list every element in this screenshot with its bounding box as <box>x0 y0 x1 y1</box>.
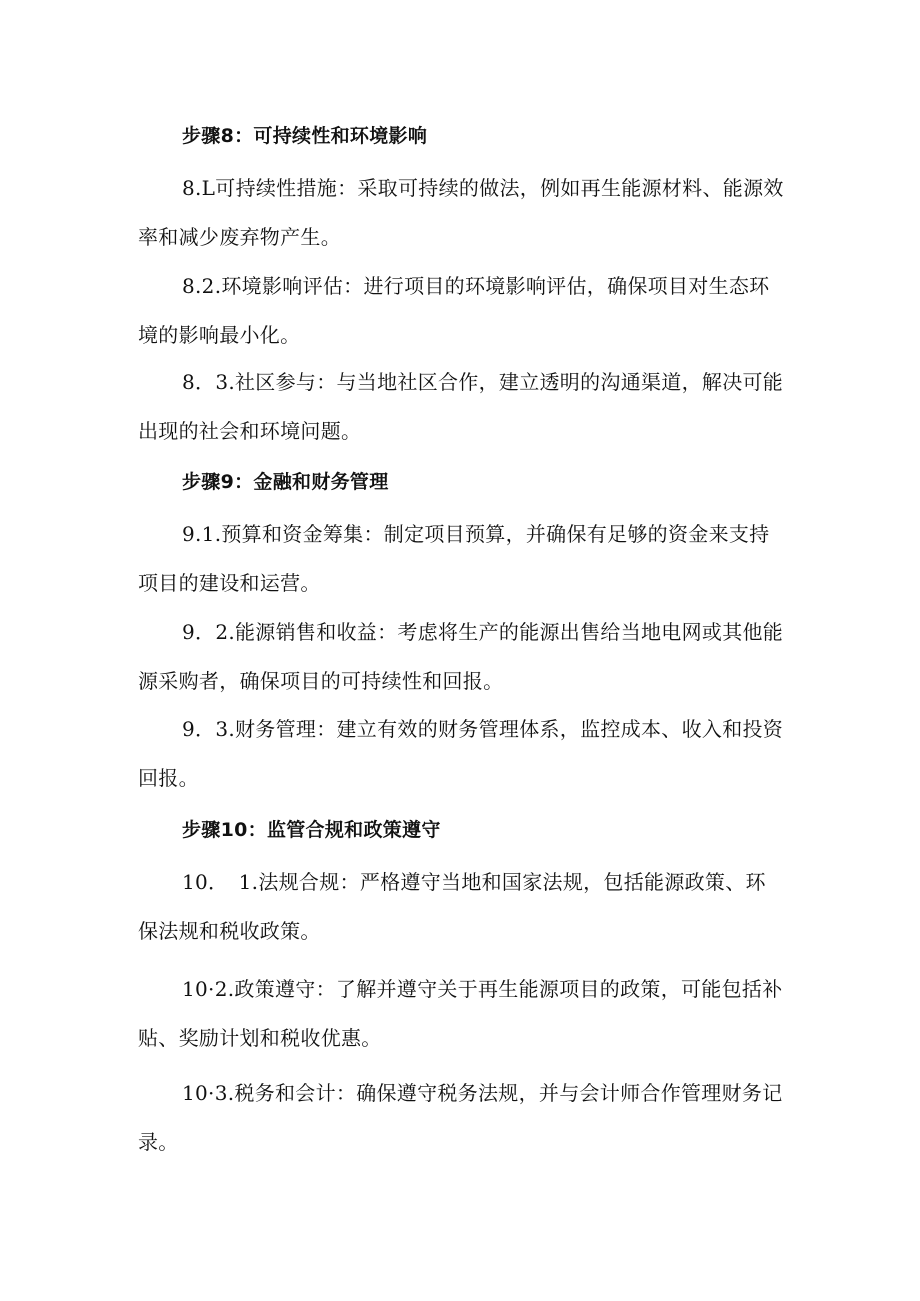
step10-item-1: 10． 1.法规合规：严格遵守当地和国家法规，包括能源政策、环保法规和税收政策。 <box>138 870 766 943</box>
step8-heading: 步骤8：可持续性和环境影响 <box>182 125 428 147</box>
step9-item-2: 9．2.能源销售和收益：考虑将生产的能源出售给当地电网或其他能源采购者，确保项目的可持续性和回报。 <box>138 620 784 693</box>
step9-heading: 步骤9：金融和财务管理 <box>182 471 389 493</box>
step8-item-3: 8．3.社区参与：与当地社区合作，建立透明的沟通渠道，解决可能出现的社会和环境问题。 <box>138 370 784 443</box>
step10-item-2: 10·2.政策遵守：了解并遵守关于再生能源项目的政策，可能包括补贴、奖励计划和税收优惠。 <box>138 977 783 1050</box>
step10-heading: 步骤10：监管合规和政策遵守 <box>182 819 441 841</box>
step9-item-3: 9．3.财务管理：建立有效的财务管理体系，监控成本、收入和投资回报。 <box>138 717 784 790</box>
step10-item-3: 10·3.税务和会计：确保遵守税务法规，并与会计师合作管理财务记录。 <box>138 1081 783 1154</box>
step8-item-1: 8.L可持续性措施：采取可持续的做法，例如再生能源材料、能源效率和减少废弃物产生。 <box>138 176 784 249</box>
step8-item-2: 8.2.环境影响评估：进行项目的环境影响评估，确保项目对生态环境的影响最小化。 <box>138 274 770 347</box>
step9-item-1: 9.1.预算和资金筹集：制定项目预算，并确保有足够的资金来支持项目的建设和运营。 <box>138 522 770 595</box>
